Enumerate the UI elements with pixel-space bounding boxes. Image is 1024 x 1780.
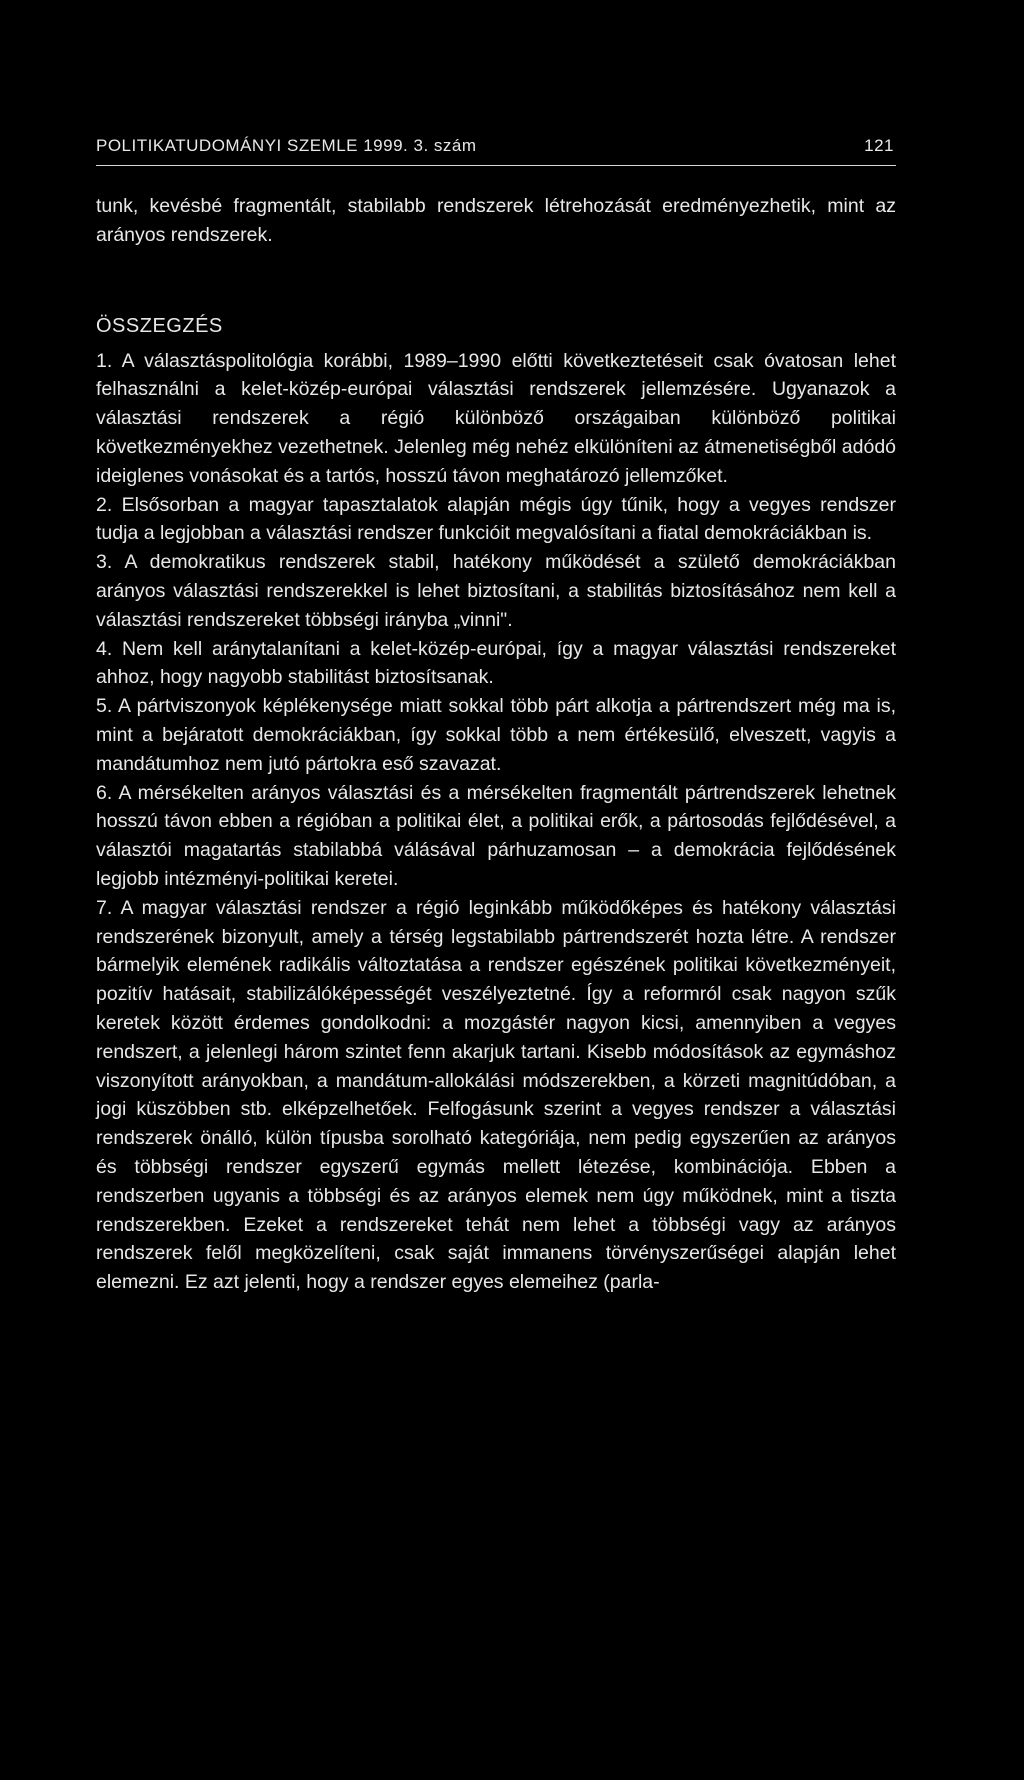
summary-item-2: 2. Elsősorban a magyar tapasztalatok alapján mégis úgy tűnik, hogy a vegyes rendszer tudja a legjobban a választási rendszer funkcióit megvalósítani a fiatal demokráciákban is. (96, 493, 896, 545)
page-number: 121 (864, 136, 894, 155)
summary-item-6: 6. A mérsékelten arányos választási és a mérsékelten fragmentált pártrendszerek lehetnek hosszú távon ebben a régióban a politikai élet, a politikai erők, a pártosodás fejlődésével, a választói magatartás stabilabbá válásával párhuzamosan – a demokrácia fejlődésének legjobb intézményi-politikai keretei. (96, 781, 896, 890)
summary-item-3: 3. A demokratikus rendszerek stabil, hatékony működését a születő demokráciákban arányos választási rendszerekkel is lehet biztosítani, a stabilitás biztosításához nem kell a választási rendszereket többségi irányba „vinni". (96, 551, 896, 631)
running-header (96, 136, 896, 166)
journal-title: POLITIKATUDOMÁNYI SZEMLE 1999. 3. szám (96, 136, 477, 155)
summary-item-7: 7. A magyar választási rendszer a régió leginkább működőképes és hatékony választási rendszerének bizonyult, amely a térség legstabilabb pártrendszerét hozta létre. A rendszer bármelyik elemének radikális változtatása a rendszer egészének politikai következményeit, pozitív hatásait, stabilizálóképességét veszélyeztetné. Így a reformról csak nagyon szűk keretek között érdemes gondolkodni: a mozgástér nagyon kicsi, amennyiben a vegyes rendszert, a jelenlegi három szintet fenn akarjuk tartani. Kisebb módosítások az egymáshoz viszonyított arányokban, a mandátum-allokálási módszerekben, a körzeti magnitúdóban, a jogi küszöbben stb. elképzelhetőek. Felfogásunk szerint a vegyes rendszer a választási rendszerek önálló, külön típusba sorolható kategóriája, nem pedig egyszerűen az arányos és többségi rendszer egyszerű egymás mellett létezése, kombinációja. Ebben a rendszerben ugyanis a többségi és az arányos elemek nem úgy működnek, mint a tiszta rendszerekben. Ezeket a rendszereket tehát nem lehet a többségi vagy az arányos rendszerek felől megközelíteni, csak saját immanens törvényszerűségei alapján lehet elemezni. Ez azt jelenti, hogy a rendszer egyes elemeihez (parla- (96, 896, 896, 1294)
lead-paragraph: tunk, kevésbé fragmentált, stabilabb rendszerek létrehozását eredményezhetik, mint az arányos rendszerek. (96, 195, 896, 246)
section-title: ÖSSZEGZÉS (96, 314, 223, 337)
summary-item-4: 4. Nem kell aránytalanítani a kelet-közép-európai, így a magyar választási rendszereket ahhoz, hogy nagyobb stabilitást biztosítsanak. (96, 637, 896, 689)
summary-item-5: 5. A pártviszonyok képlékenysége miatt sokkal több párt alkotja a pártrendszert még ma is, mint a bejáratott demokráciákban, így sokkal több a nem értékesülő, elveszett, vagyis a mandátumhoz nem jutó pártokra eső szavazat. (96, 695, 896, 775)
summary-item-1: 1. A választáspolitológia korábbi, 1989–1990 előtti következtetéseit csak óvatosan lehet felhasználni a kelet-közép-európai választási rendszerek jellemzésére. Ugyanazok a választási rendszerek a régió különböző országaiban különböző politikai következményekhez vezethetnek. Jelenleg még nehéz elkülöníteni az átmenetiségből adódó ideiglenes vonásokat és a tartós, hosszú távon meghatározó jellemzőket. (96, 349, 897, 487)
document-page (96, 136, 896, 1297)
